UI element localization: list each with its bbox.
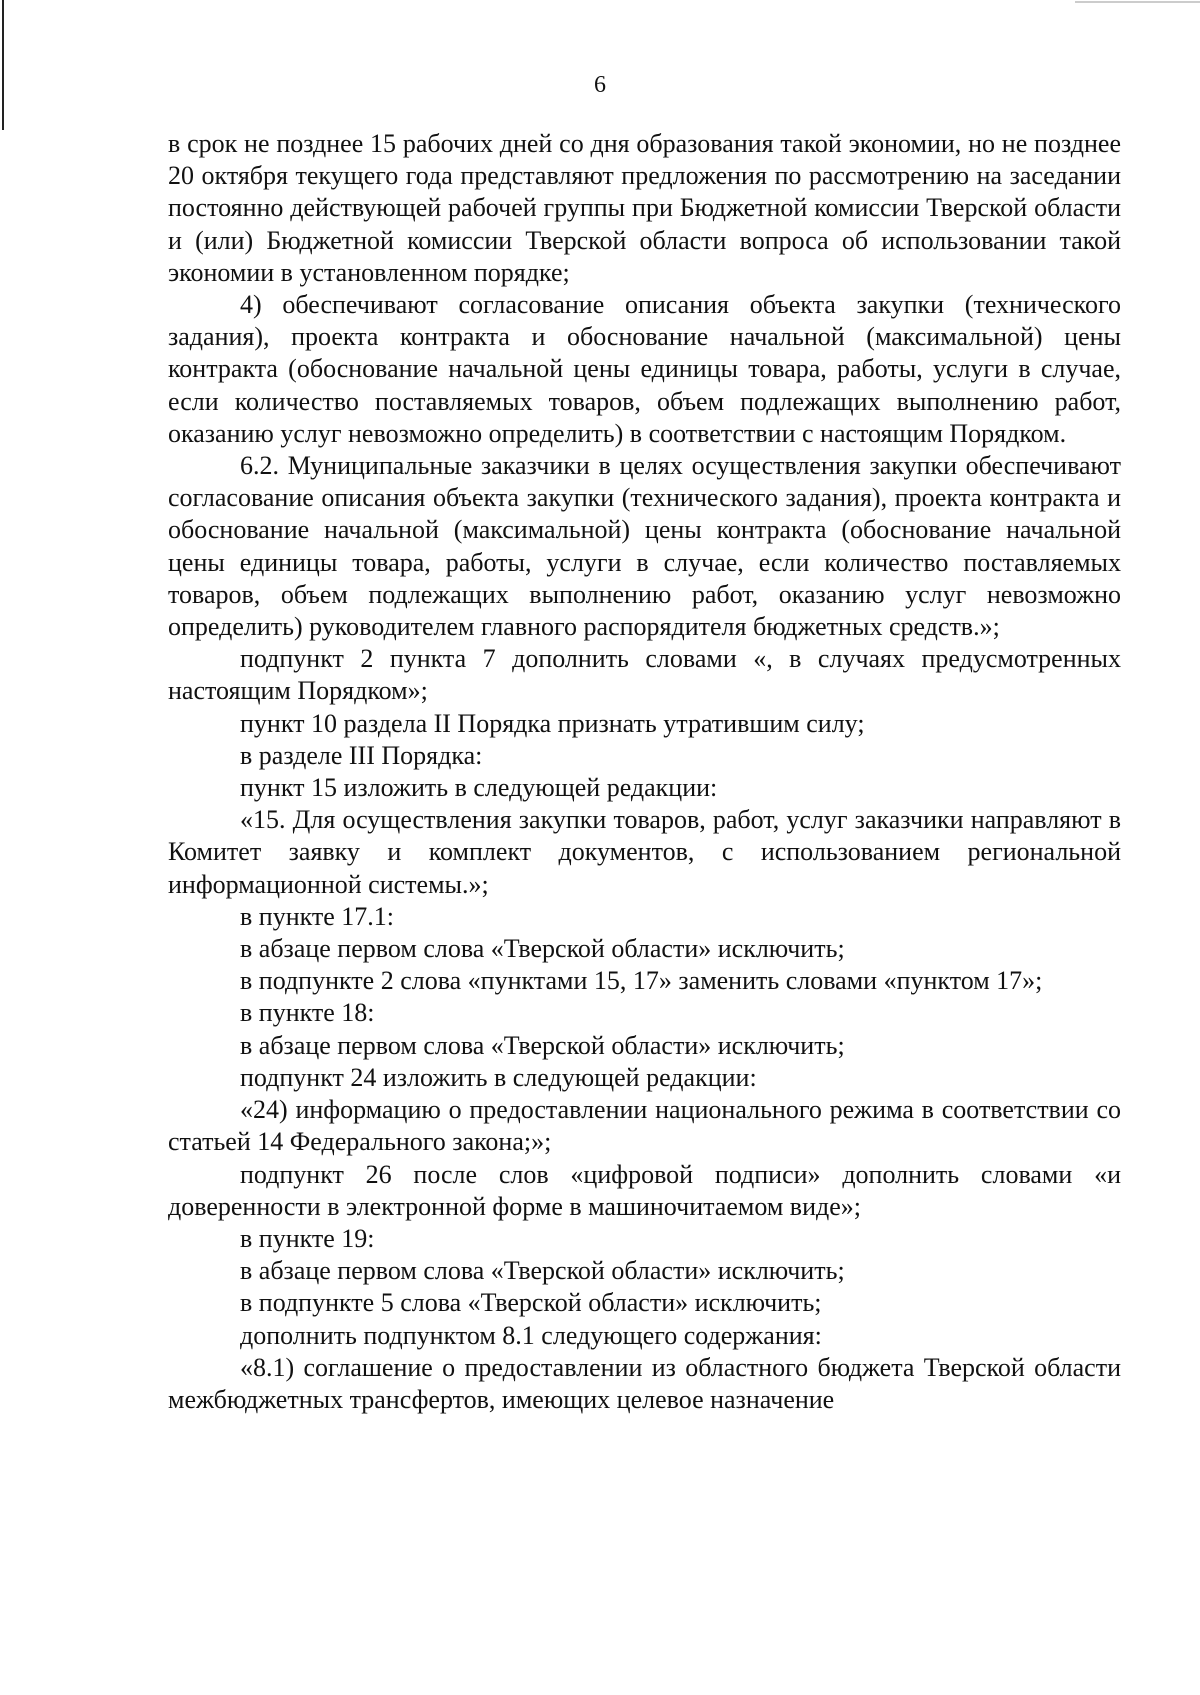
paragraph-1: в срок не позднее 15 рабочих дней со дня образования такой экономии, но не позднее 20 октября текущего года представляют предложения по рассмотрению на заседании постоянно действующей рабочей группы при Бюджетной комиссии Тверской области и (или) Бюджетной комиссии Тверской области вопроса об использовании такой экономии в установленном порядке; [168,129,1121,287]
paragraph-17: в пункте 19: [240,1223,375,1253]
paragraph-20: дополнить подпунктом 8.1 следующего содержания: [240,1320,822,1350]
scan-edge-top [1075,1,1200,3]
paragraph-5: пункт 10 раздела II Порядка признать утратившим силу; [240,708,865,738]
body-text [168,128,1121,1416]
paragraph-18: в абзаце первом слова «Тверской области» исключить; [240,1256,845,1286]
paragraph-15: «24) информацию о предоставлении национального режима в соответствии со статьей 14 Федерального закона;»; [168,1095,1121,1157]
paragraph-19: в подпункте 5 слова «Тверской области» исключить; [240,1288,822,1318]
paragraph-7: пункт 15 изложить в следующей редакции: [240,773,718,803]
paragraph-13: в абзаце первом слова «Тверской области» исключить; [240,1030,845,1060]
paragraph-12: в пункте 18: [240,998,375,1028]
paragraph-14: подпункт 24 изложить в следующей редакции: [240,1062,757,1092]
paragraph-2: 4) обеспечивают согласование описания объекта закупки (технического задания), проекта контракта и обоснование начальной (максимальной) цены контракта (обоснование начальной цены единицы товара, работы, услуги в случае, если количество поставляемых товаров, объем подлежащих выполнению работ, оказанию услуг невозможно определить) в соответствии с настоящим Порядком. [168,290,1121,448]
paragraph-6: в разделе III Порядка: [240,740,483,770]
paragraph-10: в абзаце первом слова «Тверской области» исключить; [240,934,845,964]
paragraph-3: 6.2. Муниципальные заказчики в целях осуществления закупки обеспечивают согласование описания объекта закупки (технического задания), проекта контракта и обоснование начальной (максимальной) цены контракта (обоснование начальной цены единицы товара, работы, услуги в случае, если количество поставляемых товаров, объем подлежащих выполнению работ, оказанию услуг невозможно определить) руководителем главного распорядителя бюджетных средств.»; [168,451,1121,642]
scan-edge-left [2,0,4,130]
paragraph-8: «15. Для осуществления закупки товаров, работ, услуг заказчики направляют в Комитет заявку и комплект документов, с использованием региональной информационной системы.»; [168,805,1121,899]
paragraph-21: «8.1) соглашение о предоставлении из областного бюджета Тверской области межбюджетных трансфертов, имеющих целевое назначение [168,1352,1121,1414]
paragraph-4: подпункт 2 пункта 7 дополнить словами «, в случаях предусмотренных настоящим Порядком»; [168,644,1121,706]
page-number: 6 [594,72,606,98]
paragraph-16: подпункт 26 после слов «цифровой подписи» дополнить словами «и доверенности в электронной форме в машиночитаемом виде»; [168,1159,1121,1221]
paragraph-9: в пункте 17.1: [240,901,395,931]
paragraph-11: в подпункте 2 слова «пунктами 15, 17» заменить словами «пунктом 17»; [240,966,1043,996]
